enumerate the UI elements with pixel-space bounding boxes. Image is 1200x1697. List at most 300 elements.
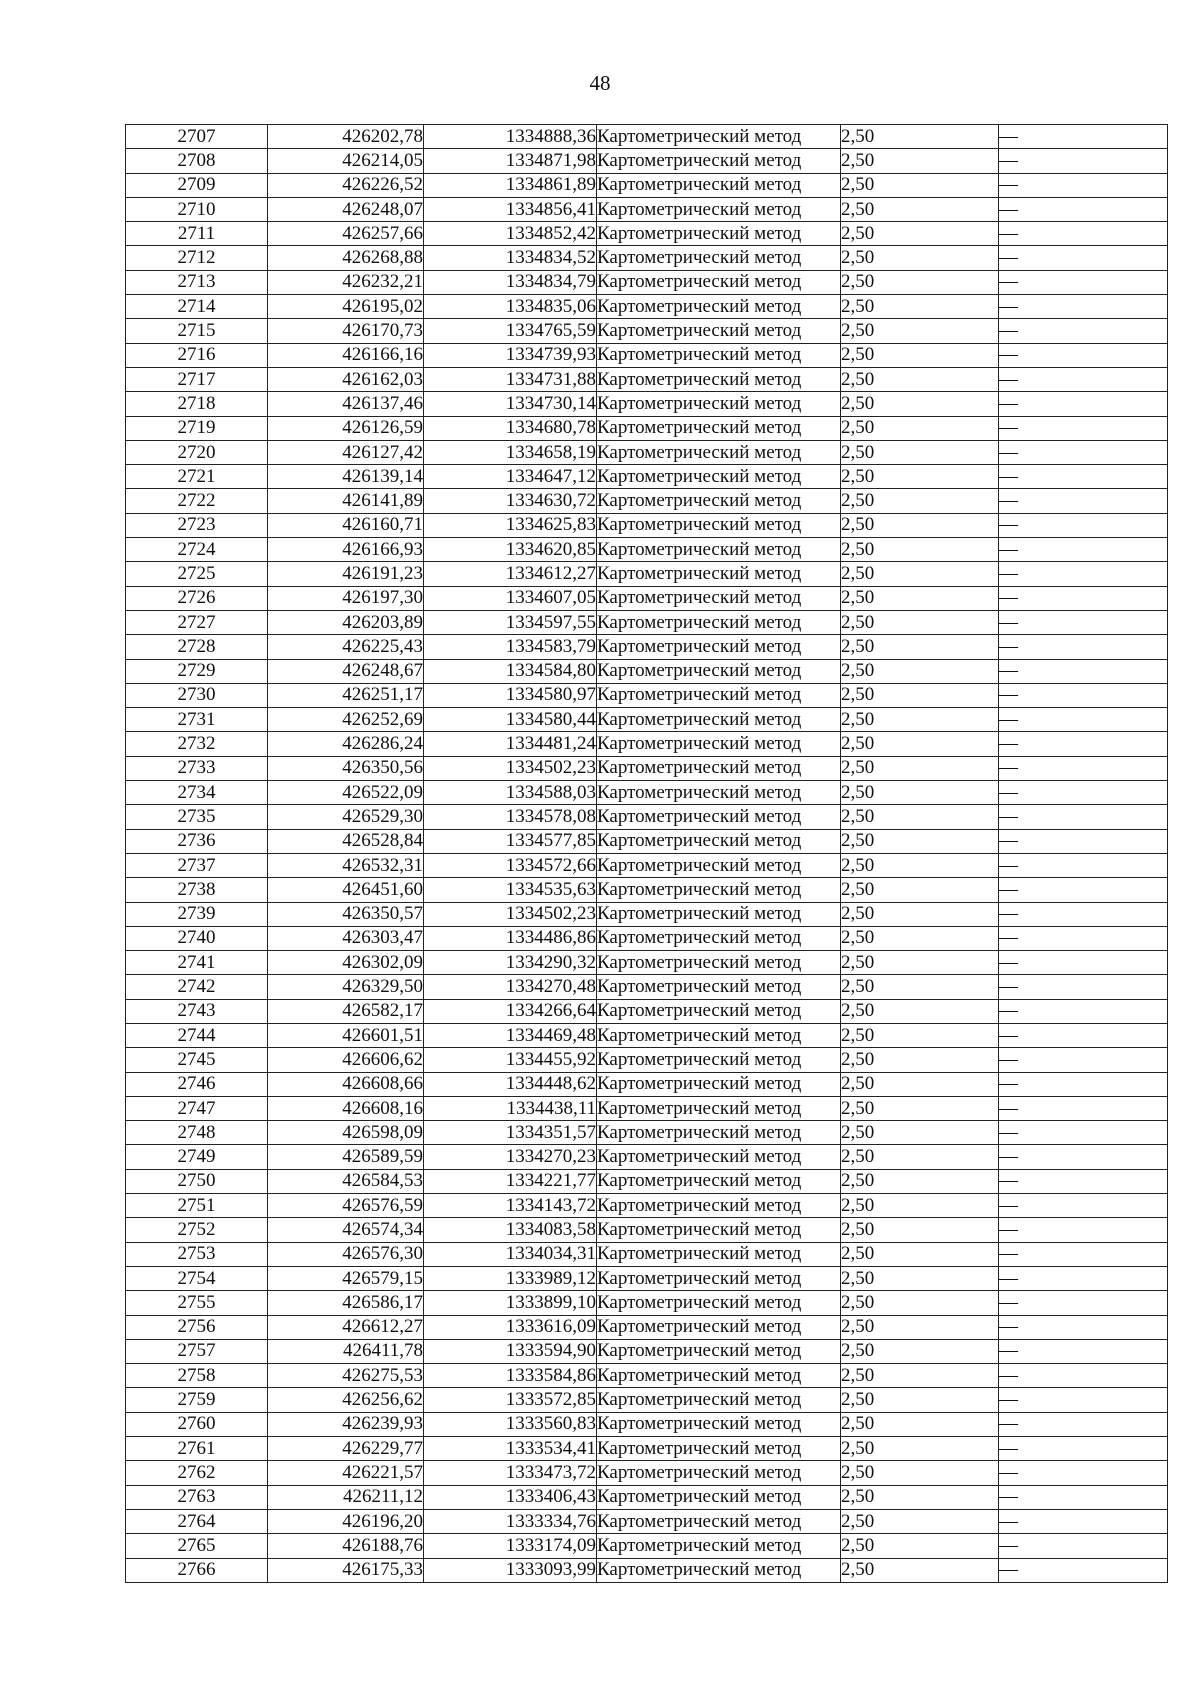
point-number-cell: 2743 [126,999,268,1023]
description-cell: — [999,343,1168,367]
accuracy-cell: 2,50 [841,1266,999,1290]
table-row [126,878,1168,902]
point-number-cell: 2715 [126,319,268,343]
table-row [126,1121,1168,1145]
description-cell: — [999,1485,1168,1509]
description-cell: — [999,125,1168,149]
method-cell: Картометрический метод [597,781,841,805]
y-coordinate-cell: 1334502,23 [424,756,597,780]
y-coordinate-cell: 1334290,32 [424,951,597,975]
description-cell: — [999,1388,1168,1412]
method-cell: Картометрический метод [597,926,841,950]
method-cell: Картометрический метод [597,222,841,246]
accuracy-cell: 2,50 [841,805,999,829]
point-number-cell: 2740 [126,926,268,950]
x-coordinate-cell: 426188,76 [268,1534,424,1558]
method-cell: Картометрический метод [597,1023,841,1047]
accuracy-cell: 2,50 [841,829,999,853]
point-number-cell: 2710 [126,197,268,221]
description-cell: — [999,1145,1168,1169]
point-number-cell: 2731 [126,708,268,732]
table-row [126,392,1168,416]
point-number-cell: 2716 [126,343,268,367]
accuracy-cell: 2,50 [841,1388,999,1412]
point-number-cell: 2739 [126,902,268,926]
accuracy-cell: 2,50 [841,246,999,270]
accuracy-cell: 2,50 [841,659,999,683]
x-coordinate-cell: 426584,53 [268,1169,424,1193]
x-coordinate-cell: 426137,46 [268,392,424,416]
point-number-cell: 2760 [126,1412,268,1436]
y-coordinate-cell: 1334583,79 [424,635,597,659]
y-coordinate-cell: 1334731,88 [424,367,597,391]
accuracy-cell: 2,50 [841,756,999,780]
accuracy-cell: 2,50 [841,125,999,149]
point-number-cell: 2762 [126,1461,268,1485]
point-number-cell: 2759 [126,1388,268,1412]
method-cell: Картометрический метод [597,416,841,440]
x-coordinate-cell: 426606,62 [268,1048,424,1072]
point-number-cell: 2708 [126,149,268,173]
point-number-cell: 2765 [126,1534,268,1558]
x-coordinate-cell: 426226,52 [268,173,424,197]
table-row [126,1048,1168,1072]
method-cell: Картометрический метод [597,489,841,513]
accuracy-cell: 2,50 [841,878,999,902]
point-number-cell: 2707 [126,125,268,149]
description-cell: — [999,222,1168,246]
y-coordinate-cell: 1334680,78 [424,416,597,440]
table-row [126,1072,1168,1096]
point-number-cell: 2746 [126,1072,268,1096]
y-coordinate-cell: 1334625,83 [424,513,597,537]
description-cell: — [999,805,1168,829]
accuracy-cell: 2,50 [841,1412,999,1436]
description-cell: — [999,197,1168,221]
y-coordinate-cell: 1334221,77 [424,1169,597,1193]
point-number-cell: 2734 [126,781,268,805]
x-coordinate-cell: 426127,42 [268,440,424,464]
y-coordinate-cell: 1334351,57 [424,1121,597,1145]
y-coordinate-cell: 1333534,41 [424,1437,597,1461]
table-row [126,149,1168,173]
table-row [126,951,1168,975]
description-cell: — [999,659,1168,683]
accuracy-cell: 2,50 [841,1485,999,1509]
x-coordinate-cell: 426275,53 [268,1364,424,1388]
accuracy-cell: 2,50 [841,222,999,246]
table-row [126,999,1168,1023]
table-row [126,1412,1168,1436]
y-coordinate-cell: 1334502,23 [424,902,597,926]
table-row [126,659,1168,683]
x-coordinate-cell: 426166,16 [268,343,424,367]
y-coordinate-cell: 1334597,55 [424,610,597,634]
method-cell: Картометрический метод [597,1096,841,1120]
accuracy-cell: 2,50 [841,367,999,391]
point-number-cell: 2756 [126,1315,268,1339]
method-cell: Картометрический метод [597,878,841,902]
accuracy-cell: 2,50 [841,926,999,950]
table-row [126,1509,1168,1533]
description-cell: — [999,270,1168,294]
method-cell: Картометрический метод [597,1461,841,1485]
method-cell: Картометрический метод [597,683,841,707]
description-cell: — [999,149,1168,173]
accuracy-cell: 2,50 [841,1558,999,1582]
y-coordinate-cell: 1333899,10 [424,1291,597,1315]
accuracy-cell: 2,50 [841,1145,999,1169]
description-cell: — [999,295,1168,319]
description-cell: — [999,1242,1168,1266]
x-coordinate-cell: 426251,17 [268,683,424,707]
point-number-cell: 2745 [126,1048,268,1072]
x-coordinate-cell: 426248,07 [268,197,424,221]
table-row [126,1023,1168,1047]
table-row [126,538,1168,562]
x-coordinate-cell: 426256,62 [268,1388,424,1412]
y-coordinate-cell: 1334584,80 [424,659,597,683]
table-row [126,1194,1168,1218]
x-coordinate-cell: 426522,09 [268,781,424,805]
y-coordinate-cell: 1333572,85 [424,1388,597,1412]
table-row [126,1169,1168,1193]
coordinates-table-body [126,125,1168,1583]
point-number-cell: 2713 [126,270,268,294]
y-coordinate-cell: 1334765,59 [424,319,597,343]
table-row [126,173,1168,197]
method-cell: Картометрический метод [597,610,841,634]
table-row [126,343,1168,367]
x-coordinate-cell: 426126,59 [268,416,424,440]
description-cell: — [999,1412,1168,1436]
method-cell: Картометрический метод [597,999,841,1023]
accuracy-cell: 2,50 [841,951,999,975]
accuracy-cell: 2,50 [841,295,999,319]
method-cell: Картометрический метод [597,1315,841,1339]
y-coordinate-cell: 1334588,03 [424,781,597,805]
description-cell: — [999,562,1168,586]
table-row [126,1339,1168,1363]
y-coordinate-cell: 1334083,58 [424,1218,597,1242]
description-cell: — [999,1169,1168,1193]
x-coordinate-cell: 426608,66 [268,1072,424,1096]
description-cell: — [999,902,1168,926]
description-cell: — [999,1339,1168,1363]
x-coordinate-cell: 426451,60 [268,878,424,902]
method-cell: Картометрический метод [597,1534,841,1558]
description-cell: — [999,538,1168,562]
x-coordinate-cell: 426221,57 [268,1461,424,1485]
table-row [126,683,1168,707]
x-coordinate-cell: 426268,88 [268,246,424,270]
method-cell: Картометрический метод [597,659,841,683]
method-cell: Картометрический метод [597,1266,841,1290]
point-number-cell: 2766 [126,1558,268,1582]
table-row [126,1218,1168,1242]
table-row [126,222,1168,246]
y-coordinate-cell: 1334730,14 [424,392,597,416]
point-number-cell: 2732 [126,732,268,756]
table-row [126,1096,1168,1120]
description-cell: — [999,829,1168,853]
description-cell: — [999,1072,1168,1096]
x-coordinate-cell: 426197,30 [268,586,424,610]
method-cell: Картометрический метод [597,149,841,173]
y-coordinate-cell: 1334481,24 [424,732,597,756]
y-coordinate-cell: 1333174,09 [424,1534,597,1558]
description-cell: — [999,610,1168,634]
x-coordinate-cell: 426579,15 [268,1266,424,1290]
point-number-cell: 2729 [126,659,268,683]
method-cell: Картометрический метод [597,1121,841,1145]
x-coordinate-cell: 426170,73 [268,319,424,343]
point-number-cell: 2721 [126,465,268,489]
point-number-cell: 2758 [126,1364,268,1388]
x-coordinate-cell: 426202,78 [268,125,424,149]
point-number-cell: 2722 [126,489,268,513]
x-coordinate-cell: 426195,02 [268,295,424,319]
table-row [126,440,1168,464]
point-number-cell: 2709 [126,173,268,197]
table-row [126,1437,1168,1461]
y-coordinate-cell: 1334577,85 [424,829,597,853]
method-cell: Картометрический метод [597,197,841,221]
y-coordinate-cell: 1334861,89 [424,173,597,197]
point-number-cell: 2724 [126,538,268,562]
description-cell: — [999,926,1168,950]
accuracy-cell: 2,50 [841,683,999,707]
accuracy-cell: 2,50 [841,708,999,732]
point-number-cell: 2764 [126,1509,268,1533]
accuracy-cell: 2,50 [841,1169,999,1193]
method-cell: Картометрический метод [597,1558,841,1582]
table-row [126,829,1168,853]
y-coordinate-cell: 1334572,66 [424,853,597,877]
y-coordinate-cell: 1334535,63 [424,878,597,902]
accuracy-cell: 2,50 [841,1048,999,1072]
accuracy-cell: 2,50 [841,1242,999,1266]
x-coordinate-cell: 426162,03 [268,367,424,391]
point-number-cell: 2742 [126,975,268,999]
description-cell: — [999,1023,1168,1047]
accuracy-cell: 2,50 [841,562,999,586]
coordinates-table [125,124,1168,1583]
x-coordinate-cell: 426160,71 [268,513,424,537]
method-cell: Картометрический метод [597,1291,841,1315]
method-cell: Картометрический метод [597,756,841,780]
accuracy-cell: 2,50 [841,1096,999,1120]
y-coordinate-cell: 1334455,92 [424,1048,597,1072]
table-row [126,708,1168,732]
description-cell: — [999,416,1168,440]
y-coordinate-cell: 1334658,19 [424,440,597,464]
accuracy-cell: 2,50 [841,1072,999,1096]
description-cell: — [999,513,1168,537]
table-row [126,513,1168,537]
table-row [126,926,1168,950]
method-cell: Картометрический метод [597,173,841,197]
method-cell: Картометрический метод [597,440,841,464]
x-coordinate-cell: 426141,89 [268,489,424,513]
method-cell: Картометрический метод [597,1388,841,1412]
accuracy-cell: 2,50 [841,586,999,610]
accuracy-cell: 2,50 [841,465,999,489]
point-number-cell: 2748 [126,1121,268,1145]
description-cell: — [999,1509,1168,1533]
description-cell: — [999,951,1168,975]
method-cell: Картометрический метод [597,853,841,877]
description-cell: — [999,1218,1168,1242]
point-number-cell: 2744 [126,1023,268,1047]
point-number-cell: 2728 [126,635,268,659]
x-coordinate-cell: 426191,23 [268,562,424,586]
table-row [126,295,1168,319]
accuracy-cell: 2,50 [841,173,999,197]
accuracy-cell: 2,50 [841,416,999,440]
accuracy-cell: 2,50 [841,1023,999,1047]
y-coordinate-cell: 1333406,43 [424,1485,597,1509]
accuracy-cell: 2,50 [841,1218,999,1242]
y-coordinate-cell: 1334852,42 [424,222,597,246]
table-row [126,1266,1168,1290]
accuracy-cell: 2,50 [841,1509,999,1533]
y-coordinate-cell: 1334834,79 [424,270,597,294]
y-coordinate-cell: 1334607,05 [424,586,597,610]
table-row [126,1364,1168,1388]
x-coordinate-cell: 426232,21 [268,270,424,294]
accuracy-cell: 2,50 [841,1339,999,1363]
x-coordinate-cell: 426329,50 [268,975,424,999]
accuracy-cell: 2,50 [841,149,999,173]
table-row [126,1558,1168,1582]
accuracy-cell: 2,50 [841,975,999,999]
y-coordinate-cell: 1334469,48 [424,1023,597,1047]
method-cell: Картометрический метод [597,1145,841,1169]
table-row [126,1388,1168,1412]
x-coordinate-cell: 426576,59 [268,1194,424,1218]
table-row [126,367,1168,391]
description-cell: — [999,1534,1168,1558]
y-coordinate-cell: 1333989,12 [424,1266,597,1290]
description-cell: — [999,489,1168,513]
method-cell: Картометрический метод [597,319,841,343]
point-number-cell: 2737 [126,853,268,877]
y-coordinate-cell: 1334888,36 [424,125,597,149]
x-coordinate-cell: 426350,57 [268,902,424,926]
table-row [126,270,1168,294]
method-cell: Картометрический метод [597,1072,841,1096]
x-coordinate-cell: 426582,17 [268,999,424,1023]
x-coordinate-cell: 426166,93 [268,538,424,562]
description-cell: — [999,1194,1168,1218]
table-row [126,756,1168,780]
method-cell: Картометрический метод [597,562,841,586]
table-row [126,610,1168,634]
table-row [126,853,1168,877]
method-cell: Картометрический метод [597,1509,841,1533]
accuracy-cell: 2,50 [841,538,999,562]
x-coordinate-cell: 426612,27 [268,1315,424,1339]
point-number-cell: 2719 [126,416,268,440]
point-number-cell: 2750 [126,1169,268,1193]
method-cell: Картометрический метод [597,343,841,367]
table-row [126,1242,1168,1266]
accuracy-cell: 2,50 [841,440,999,464]
y-coordinate-cell: 1334630,72 [424,489,597,513]
accuracy-cell: 2,50 [841,853,999,877]
y-coordinate-cell: 1334448,62 [424,1072,597,1096]
method-cell: Картометрический метод [597,1485,841,1509]
x-coordinate-cell: 426214,05 [268,149,424,173]
x-coordinate-cell: 426211,12 [268,1485,424,1509]
y-coordinate-cell: 1333334,76 [424,1509,597,1533]
description-cell: — [999,708,1168,732]
point-number-cell: 2761 [126,1437,268,1461]
x-coordinate-cell: 426574,34 [268,1218,424,1242]
y-coordinate-cell: 1334578,08 [424,805,597,829]
method-cell: Картометрический метод [597,708,841,732]
x-coordinate-cell: 426139,14 [268,465,424,489]
x-coordinate-cell: 426411,78 [268,1339,424,1363]
description-cell: — [999,1291,1168,1315]
accuracy-cell: 2,50 [841,1315,999,1339]
x-coordinate-cell: 426225,43 [268,635,424,659]
method-cell: Картометрический метод [597,1339,841,1363]
accuracy-cell: 2,50 [841,999,999,1023]
method-cell: Картометрический метод [597,829,841,853]
method-cell: Картометрический метод [597,246,841,270]
method-cell: Картометрический метод [597,1412,841,1436]
x-coordinate-cell: 426529,30 [268,805,424,829]
y-coordinate-cell: 1334143,72 [424,1194,597,1218]
method-cell: Картометрический метод [597,1169,841,1193]
point-number-cell: 2733 [126,756,268,780]
description-cell: — [999,683,1168,707]
description-cell: — [999,465,1168,489]
description-cell: — [999,173,1168,197]
table-row [126,1291,1168,1315]
point-number-cell: 2718 [126,392,268,416]
x-coordinate-cell: 426203,89 [268,610,424,634]
table-row [126,975,1168,999]
y-coordinate-cell: 1334612,27 [424,562,597,586]
point-number-cell: 2730 [126,683,268,707]
x-coordinate-cell: 426286,24 [268,732,424,756]
method-cell: Картометрический метод [597,538,841,562]
y-coordinate-cell: 1334871,98 [424,149,597,173]
table-row [126,1315,1168,1339]
x-coordinate-cell: 426350,56 [268,756,424,780]
description-cell: — [999,246,1168,270]
method-cell: Картометрический метод [597,951,841,975]
table-row [126,489,1168,513]
description-cell: — [999,1461,1168,1485]
description-cell: — [999,635,1168,659]
x-coordinate-cell: 426586,17 [268,1291,424,1315]
x-coordinate-cell: 426576,30 [268,1242,424,1266]
y-coordinate-cell: 1333584,86 [424,1364,597,1388]
description-cell: — [999,586,1168,610]
method-cell: Картометрический метод [597,392,841,416]
x-coordinate-cell: 426229,77 [268,1437,424,1461]
table-row [126,562,1168,586]
table-row [126,805,1168,829]
x-coordinate-cell: 426239,93 [268,1412,424,1436]
point-number-cell: 2723 [126,513,268,537]
table-row [126,781,1168,805]
method-cell: Картометрический метод [597,805,841,829]
